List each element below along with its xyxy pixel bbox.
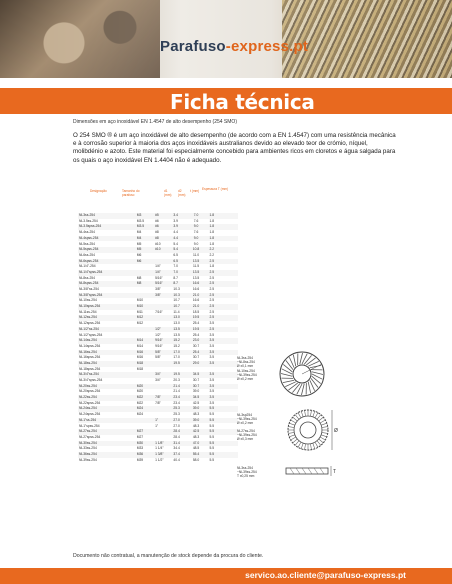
table-cell: NL12ss-254 bbox=[78, 315, 136, 321]
table-cell: M10 bbox=[136, 298, 144, 303]
table-cell: 34.4 bbox=[173, 446, 180, 451]
table-cell: 1/4" bbox=[154, 270, 172, 276]
table-cell: NL3/8"spss-254 bbox=[78, 293, 136, 299]
table-cell: 25.4 bbox=[192, 321, 200, 326]
table-cell: NL36ss-254 bbox=[78, 452, 136, 458]
table-cell: M4 bbox=[136, 230, 142, 235]
table-cell: 7/8" bbox=[154, 395, 172, 401]
table-cell: M30 bbox=[136, 441, 154, 447]
table-cell: NL8spss-254 bbox=[78, 281, 136, 287]
table-cell: 9.0 bbox=[188, 236, 204, 242]
label-line: NL3sp254 bbox=[237, 413, 253, 417]
table-cell: 10.7 bbox=[172, 304, 188, 310]
table-cell: M12 bbox=[136, 315, 154, 321]
table-cell: 3.5 bbox=[209, 355, 215, 360]
table-row bbox=[78, 458, 238, 464]
table-cell: 2.5 bbox=[204, 327, 220, 333]
header-bolt-size: Tamanho do parafuso bbox=[122, 189, 140, 197]
table-cell: 13.5 bbox=[188, 259, 204, 265]
table-cell: 30.7 bbox=[192, 343, 200, 348]
table-cell: 7/8" bbox=[155, 400, 161, 405]
table-cell: NL10ss-254 bbox=[79, 298, 97, 303]
label-line: Ø x0,1 mm bbox=[237, 364, 254, 369]
label-line: ~NL39ss-254 bbox=[237, 470, 257, 475]
table-cell: NL12spss-254 bbox=[79, 321, 101, 326]
table-cell: NL39ss-254 bbox=[79, 457, 97, 462]
intro-paragraph: O 254 SMO ® é um aço inoxidável de alto desempenho (de acordo com a EN 1.4547) com uma resistência mecânica e à corrosão superior à maioria dos aços inoxidáveis australianos devido ao elevado teor de crómio, níquel, molibdénio e azoto. Este material foi especialmente concebido para ambientes ricos em cloretos e água salgada para os quais o aço inoxidável EN 1.4404 não é adequado. bbox=[73, 132, 396, 164]
table-cell: 3.9 bbox=[172, 224, 188, 230]
table-cell: M27 bbox=[136, 434, 144, 439]
table-cell: M16 bbox=[136, 350, 154, 356]
table-cell: M20 bbox=[136, 384, 154, 390]
table-cell: 1 1/2" bbox=[155, 457, 164, 462]
table-cell: #10 bbox=[154, 247, 172, 253]
table-cell: 28.4 bbox=[172, 429, 188, 435]
table-cell: M16 bbox=[136, 355, 144, 360]
table-cell: 3.5 bbox=[204, 361, 220, 367]
table-cell: 25.4 bbox=[188, 350, 204, 356]
table-cell: 42.5 bbox=[192, 400, 200, 405]
table-cell: 3/4" bbox=[154, 372, 172, 378]
table-cell: M3.5 bbox=[136, 218, 145, 223]
table-cell: 18.5 bbox=[192, 309, 200, 314]
table-cell: 4.4 bbox=[173, 230, 179, 235]
table-cell: 5.5 bbox=[209, 434, 215, 439]
table-cell: 11.4 bbox=[173, 309, 180, 314]
table-cell: 7/16" bbox=[155, 309, 163, 314]
table-cell: 10.3 bbox=[172, 293, 188, 299]
table-cell: 8.7 bbox=[172, 281, 188, 287]
hands-tools-photo bbox=[0, 0, 160, 78]
header-t: t (mm) bbox=[190, 189, 200, 193]
table-cell: 5.5 bbox=[204, 406, 220, 412]
label-line: NL27ss-254 bbox=[237, 428, 255, 433]
table-cell: 4.4 bbox=[172, 236, 188, 242]
table-cell: 28.4 bbox=[173, 434, 180, 439]
table-cell: 2.5 bbox=[209, 287, 215, 292]
table-cell: 2.5 bbox=[204, 270, 220, 276]
table-cell: 16.6 bbox=[192, 287, 200, 292]
table-cell: NL1/4"spss-254 bbox=[78, 270, 136, 276]
table-cell: NL3ss-254 bbox=[78, 213, 136, 219]
table-cell: 34.5 bbox=[188, 395, 204, 401]
table-cell: NL3/4"spss-254 bbox=[79, 378, 103, 383]
table-cell: 16.6 bbox=[192, 298, 200, 303]
label-line: T x0,25 mm bbox=[237, 474, 255, 479]
table-cell: 25.3 bbox=[173, 412, 180, 417]
table-cell: NL16spss-254 bbox=[79, 355, 101, 360]
table-cell: M5 bbox=[136, 247, 154, 253]
table-cell: M6 bbox=[136, 252, 142, 257]
table-cell: 30.7 bbox=[192, 378, 200, 383]
table-cell: 3.5 bbox=[204, 395, 220, 401]
table-cell: 2.5 bbox=[204, 293, 220, 299]
table-cell: M18 bbox=[136, 361, 154, 367]
table-header bbox=[78, 185, 238, 213]
table-cell: NL5spss-254 bbox=[78, 247, 136, 253]
table-cell: NL3/4"ss-254 bbox=[78, 372, 136, 378]
table-cell: 5.5 bbox=[209, 446, 215, 451]
table-cell: 5.5 bbox=[209, 412, 215, 417]
table-cell: 7.0 bbox=[173, 264, 179, 269]
table-cell: M12 bbox=[136, 321, 144, 326]
table-cell: M14 bbox=[136, 338, 154, 344]
table-cell: NL4ss-254 bbox=[79, 230, 95, 235]
table-cell: M22 bbox=[136, 395, 154, 401]
table-cell: 21.4 bbox=[172, 384, 188, 390]
table-cell: M6 bbox=[136, 259, 154, 265]
table-cell: NL30ss-254 bbox=[78, 441, 136, 447]
table-cell: 7.6 bbox=[193, 230, 199, 235]
table-cell: 1.8 bbox=[204, 224, 220, 230]
brand-logo bbox=[160, 38, 308, 55]
table-cell: 5.5 bbox=[204, 441, 220, 447]
table-cell: M18 bbox=[136, 366, 144, 371]
table-cell: NL3/8"ss-254 bbox=[79, 287, 99, 292]
table-cell: 23.4 bbox=[173, 400, 180, 405]
table-cell: 1.8 bbox=[209, 230, 215, 235]
dimensions-table bbox=[78, 185, 238, 463]
table-cell: 39.0 bbox=[188, 418, 204, 424]
table-cell: 5.5 bbox=[204, 429, 220, 435]
disclaimer-note: Documento não contratual, a manutenção de stock depende da procura do cliente. bbox=[73, 553, 264, 559]
thickness-symbol: T bbox=[333, 469, 337, 475]
table-cell: NL5ss-254 bbox=[79, 241, 95, 246]
table-cell: 13.5 bbox=[173, 332, 180, 337]
table-cell: M3.5 bbox=[136, 224, 154, 230]
table-cell: 2.5 bbox=[209, 298, 215, 303]
table-cell: 1.8 bbox=[209, 241, 215, 246]
table-cell: 2.5 bbox=[204, 259, 220, 265]
table-cell: 2.2 bbox=[209, 252, 215, 257]
table-cell: 23.4 bbox=[172, 395, 188, 401]
table-cell: #6 bbox=[155, 218, 159, 223]
table-cell: 6.5 bbox=[172, 259, 188, 265]
drawing-a-labels bbox=[237, 356, 257, 381]
table-cell: 3.9 bbox=[173, 218, 179, 223]
table-cell: 15.2 bbox=[172, 338, 188, 344]
table-cell: #10 bbox=[155, 241, 161, 246]
table-cell: 48.3 bbox=[192, 412, 200, 417]
table-cell: M3 bbox=[136, 213, 154, 219]
table-cell: 5.5 bbox=[204, 418, 220, 424]
table-cell: 21.0 bbox=[188, 293, 204, 299]
table-cell: 48.5 bbox=[192, 446, 200, 451]
table-cell: 2.2 bbox=[204, 247, 220, 253]
table-cell: 5.5 bbox=[209, 423, 215, 428]
brand-name-part2: -express.pt bbox=[225, 38, 309, 55]
subtitle: Dimensões em aço inoxidável EN 1.4547 de alto desempenho (254 SMO) bbox=[73, 119, 237, 125]
header-d2: d2 (mm) bbox=[178, 189, 186, 197]
table-cell: 3.5 bbox=[209, 400, 215, 405]
diameter-symbol: Ø bbox=[334, 428, 338, 434]
table-cell: 30.7 bbox=[188, 384, 204, 390]
table-cell: 31.4 bbox=[172, 441, 188, 447]
washer-profile-drawing bbox=[284, 462, 340, 480]
table-cell: 3.5 bbox=[209, 389, 215, 394]
table-cell: 11.5 bbox=[192, 264, 200, 269]
table-cell: 1 1/4" bbox=[155, 446, 164, 451]
table-cell: 9/16" bbox=[155, 343, 163, 348]
table-cell: 1.8 bbox=[204, 213, 220, 219]
label-line: ~NL8ss-254 bbox=[237, 360, 255, 365]
table-cell: NL22spss-254 bbox=[79, 400, 101, 405]
table-cell: 9/16" bbox=[154, 338, 172, 344]
table-cell: NL20ss-254 bbox=[78, 384, 136, 390]
table-cell: 25.4 bbox=[192, 332, 200, 337]
table-cell: #5 bbox=[154, 213, 172, 219]
table-cell: M8 bbox=[136, 281, 154, 287]
table-cell: 1.8 bbox=[204, 236, 220, 242]
table-cell: 3/4" bbox=[155, 378, 161, 383]
label-line: Ø x0,2 mm bbox=[237, 421, 254, 426]
header-d1: d1 (mm) bbox=[164, 189, 172, 197]
table-cell: NL6spss-254 bbox=[78, 259, 136, 265]
label-line: NL10ss-254 bbox=[237, 368, 255, 373]
drawing-b-labels bbox=[237, 413, 257, 441]
table-cell: 21.4 bbox=[173, 389, 180, 394]
table-cell: 1" bbox=[155, 423, 159, 428]
table-cell: 1" bbox=[154, 418, 172, 424]
table-cell: 2.5 bbox=[209, 275, 215, 280]
table-cell: NL18ss-254 bbox=[78, 361, 136, 367]
table-cell: 40.4 bbox=[173, 457, 180, 462]
service-email-link[interactable]: servico.ao.cliente@parafuso-express.pt bbox=[245, 570, 406, 580]
table-cell: NL8ss-254 bbox=[79, 275, 95, 280]
table-cell: #8 bbox=[154, 236, 172, 242]
table-cell: 7.0 bbox=[188, 213, 204, 219]
table-cell: 15.2 bbox=[173, 343, 180, 348]
table-cell: M14 bbox=[136, 343, 144, 348]
table-cell: 16.6 bbox=[188, 281, 204, 287]
table-cell: 3.5 bbox=[204, 338, 220, 344]
table-cell: 19.5 bbox=[172, 372, 188, 378]
table-cell: 39.0 bbox=[188, 406, 204, 412]
table-cell: 27.0 bbox=[172, 418, 188, 424]
table-cell: 42.5 bbox=[188, 429, 204, 435]
table-cell: 3.4 bbox=[172, 213, 188, 219]
table-cell: NL24spss-254 bbox=[79, 412, 101, 417]
table-cell: 19.5 bbox=[188, 315, 204, 321]
table-cell: NL24ss-254 bbox=[78, 406, 136, 412]
label-line: Ø x0,2 mm bbox=[237, 377, 254, 382]
table-cell: M20 bbox=[136, 389, 144, 394]
table-cell: 23.0 bbox=[188, 338, 204, 344]
table-cell: NL3.5ss-254 bbox=[79, 218, 98, 223]
table-cell: NL4spss-254 bbox=[78, 236, 136, 242]
table-cell: NL20spss-254 bbox=[79, 389, 101, 394]
table-cell: 17.0 bbox=[172, 350, 188, 356]
table-cell: 5/8" bbox=[154, 350, 172, 356]
table-cell: NL11ss-254 bbox=[79, 309, 97, 314]
table-cell: 10.8 bbox=[188, 247, 204, 253]
table-cell: NL1/4"-254 bbox=[79, 264, 96, 269]
table-cell: 34.5 bbox=[188, 372, 204, 378]
table-cell: 7.0 bbox=[172, 270, 188, 276]
table-row bbox=[78, 378, 238, 384]
table-cell: M39 bbox=[136, 457, 144, 462]
table-cell: 27.0 bbox=[173, 423, 180, 428]
table-cell: 48.3 bbox=[192, 434, 200, 439]
table-cell: 2.5 bbox=[204, 315, 220, 321]
table-cell: 30.7 bbox=[192, 355, 200, 360]
table-cell: 13.5 bbox=[188, 270, 204, 276]
table-cell: 10.7 bbox=[173, 298, 180, 303]
table-cell: 47.0 bbox=[188, 441, 204, 447]
table-cell: NL27ss-254 bbox=[78, 429, 136, 435]
table-row bbox=[78, 270, 238, 276]
table-cell: 8.7 bbox=[173, 275, 179, 280]
table-cell: 9.0 bbox=[188, 224, 204, 230]
table-cell bbox=[220, 458, 238, 464]
table-cell: NL6ss-254 bbox=[79, 252, 95, 257]
title-band bbox=[0, 88, 452, 114]
table-cell: 9.0 bbox=[193, 241, 199, 246]
washer-serrated-drawing bbox=[284, 404, 340, 456]
table-cell: 5.4 bbox=[172, 247, 188, 253]
table-cell: 25.3 bbox=[172, 406, 188, 412]
table-cell: M4 bbox=[136, 236, 154, 242]
table-cell: 2.5 bbox=[209, 309, 215, 314]
table-cell: #8 bbox=[155, 230, 159, 235]
table-cell: 3.5 bbox=[204, 384, 220, 390]
table-cell: NL1/2"ss-254 bbox=[78, 327, 136, 333]
table-cell: 6.5 bbox=[173, 252, 179, 257]
table-cell: 58.0 bbox=[192, 457, 200, 462]
brand-name-part1: Parafuso bbox=[160, 38, 226, 55]
table-cell: 2.5 bbox=[204, 304, 220, 310]
table-cell: M5 bbox=[136, 241, 142, 246]
table-cell: NL3.5spss-254 bbox=[78, 224, 136, 230]
table-cell: 17.0 bbox=[173, 355, 180, 360]
label-line: NL3ss-254 bbox=[237, 466, 253, 470]
table-cell: 13.0 bbox=[173, 321, 180, 326]
table-cell: M33 bbox=[136, 446, 144, 451]
table-cell: 1/2" bbox=[155, 332, 161, 337]
table-cell: #6 bbox=[154, 224, 172, 230]
page-title: Ficha técnica bbox=[170, 90, 315, 114]
table-cell: 1 1/8" bbox=[154, 441, 172, 447]
table-cell: 37.4 bbox=[172, 452, 188, 458]
table-cell: 2.5 bbox=[204, 281, 220, 287]
label-line: ~NL39ss-254 bbox=[237, 432, 257, 437]
dimensions-rows bbox=[78, 213, 238, 463]
table-cell: NL1"ss-254 bbox=[78, 418, 136, 424]
table-cell: 3.5 bbox=[204, 350, 220, 356]
footer-band bbox=[0, 568, 452, 584]
table-cell: 1 3/8" bbox=[154, 452, 172, 458]
table-cell: 39.0 bbox=[192, 389, 200, 394]
table-cell: 1/2" bbox=[154, 327, 172, 333]
table-cell: 1/4" bbox=[155, 264, 161, 269]
drawing-c-labels bbox=[237, 466, 257, 479]
label-line: Ø x0,3 mm bbox=[237, 437, 254, 442]
table-cell: 55.4 bbox=[188, 452, 204, 458]
header-designation: Designação bbox=[90, 189, 107, 193]
table-cell: M22 bbox=[136, 400, 144, 405]
table-cell: M8 bbox=[136, 275, 142, 280]
table-cell: 1.8 bbox=[209, 264, 215, 269]
table-cell: 19.5 bbox=[172, 361, 188, 367]
table-cell: NL1"spss-254 bbox=[79, 423, 100, 428]
label-line: NL3ss-254 bbox=[237, 356, 253, 360]
header-thickness: Espessura T (mm) bbox=[202, 187, 229, 191]
table-cell: 5.5 bbox=[209, 457, 215, 462]
table-cell: 1.8 bbox=[209, 218, 215, 223]
label-line: ~NL39ss-254 bbox=[237, 417, 257, 422]
table-cell: 21.0 bbox=[188, 304, 204, 310]
table-cell: M24 bbox=[136, 412, 144, 417]
table-cell: 29.0 bbox=[188, 361, 204, 367]
table-cell: M27 bbox=[136, 429, 154, 435]
table-cell: NL1/2"spss-254 bbox=[79, 332, 103, 337]
table-cell: NL33ss-254 bbox=[79, 446, 97, 451]
table-cell: 13.5 bbox=[172, 327, 188, 333]
table-cell: 5.5 bbox=[204, 452, 220, 458]
table-cell: NL27spss-254 bbox=[79, 434, 101, 439]
table-cell: 3.5 bbox=[209, 332, 215, 337]
table-cell: NL16ss-254 bbox=[78, 350, 136, 356]
table-cell: 20.3 bbox=[173, 378, 180, 383]
table-cell: 5/16" bbox=[155, 275, 163, 280]
table-cell: M36 bbox=[136, 452, 154, 458]
table-cell: NL14spss-254 bbox=[79, 343, 101, 348]
table-cell: 5/16" bbox=[154, 281, 172, 287]
washer-face-drawing bbox=[278, 350, 326, 398]
table-cell: 3.5 bbox=[209, 321, 215, 326]
label-line: ~NL39ss-254 bbox=[237, 372, 257, 377]
table-cell: 3.5 bbox=[204, 372, 220, 378]
table-cell: NL22ss-254 bbox=[78, 395, 136, 401]
table-cell: 3.5 bbox=[209, 378, 215, 383]
table-cell: 10.3 bbox=[173, 287, 180, 292]
table-cell: 5/8" bbox=[155, 355, 161, 360]
table-cell: 13.0 bbox=[172, 315, 188, 321]
table-cell: 3/8" bbox=[154, 293, 172, 299]
table-cell: 3/8" bbox=[155, 287, 161, 292]
table-cell: M11 bbox=[136, 309, 143, 314]
table-cell: NL18spss-254 bbox=[79, 366, 101, 371]
table-cell: 11.0 bbox=[192, 252, 200, 257]
table-cell: 13.5 bbox=[192, 275, 200, 280]
table-cell: 48.3 bbox=[192, 423, 200, 428]
table-cell: M10 bbox=[136, 304, 154, 310]
table-cell: NL10spss-254 bbox=[78, 304, 136, 310]
header-photo bbox=[0, 0, 452, 78]
table-cell: 19.5 bbox=[188, 327, 204, 333]
table-cell: NL14ss-254 bbox=[78, 338, 136, 344]
table-cell: 5.4 bbox=[173, 241, 179, 246]
table-cell: M24 bbox=[136, 406, 154, 412]
table-cell: 3.5 bbox=[209, 343, 215, 348]
table-cell: 7.6 bbox=[193, 218, 199, 223]
